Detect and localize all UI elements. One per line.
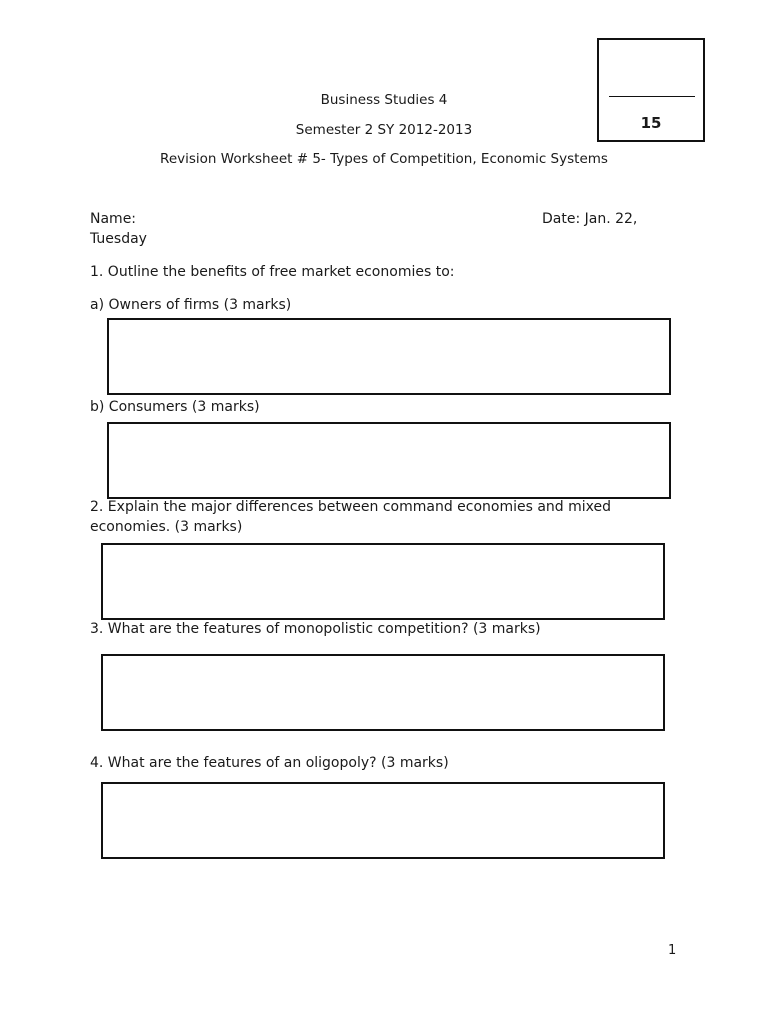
question-1: 1. Outline the benefits of free market economies to: xyxy=(90,264,455,280)
question-1b: b) Consumers (3 marks) xyxy=(90,399,260,415)
answer-box-4[interactable] xyxy=(101,782,665,859)
answer-box-1a[interactable] xyxy=(107,318,671,395)
worksheet-title: Revision Worksheet # 5- Types of Competition, Economic Systems xyxy=(160,151,608,167)
question-2-line1: 2. Explain the major differences between command economies and mixed xyxy=(90,499,612,515)
day-label: Tuesday xyxy=(90,231,147,247)
score-box xyxy=(597,38,705,142)
answer-box-2[interactable] xyxy=(101,543,665,620)
name-label: Name: xyxy=(90,211,137,227)
score-total: 15 xyxy=(640,114,662,132)
answer-box-3[interactable] xyxy=(101,654,665,731)
question-1a: a) Owners of firms (3 marks) xyxy=(90,297,292,313)
semester-label: Semester 2 SY 2012-2013 xyxy=(295,122,473,138)
question-4: 4. What are the features of an oligopoly? (3 marks) xyxy=(90,755,449,771)
answer-box-1b[interactable] xyxy=(107,422,671,499)
course-title: Business Studies 4 xyxy=(320,92,448,108)
page-number: 1 xyxy=(668,943,677,958)
date-label: Date: Jan. 22, xyxy=(542,211,638,227)
question-2-line2: economies. (3 marks) xyxy=(90,519,243,535)
question-3: 3. What are the features of monopolistic competition? (3 marks) xyxy=(90,621,541,637)
score-line xyxy=(609,96,695,97)
